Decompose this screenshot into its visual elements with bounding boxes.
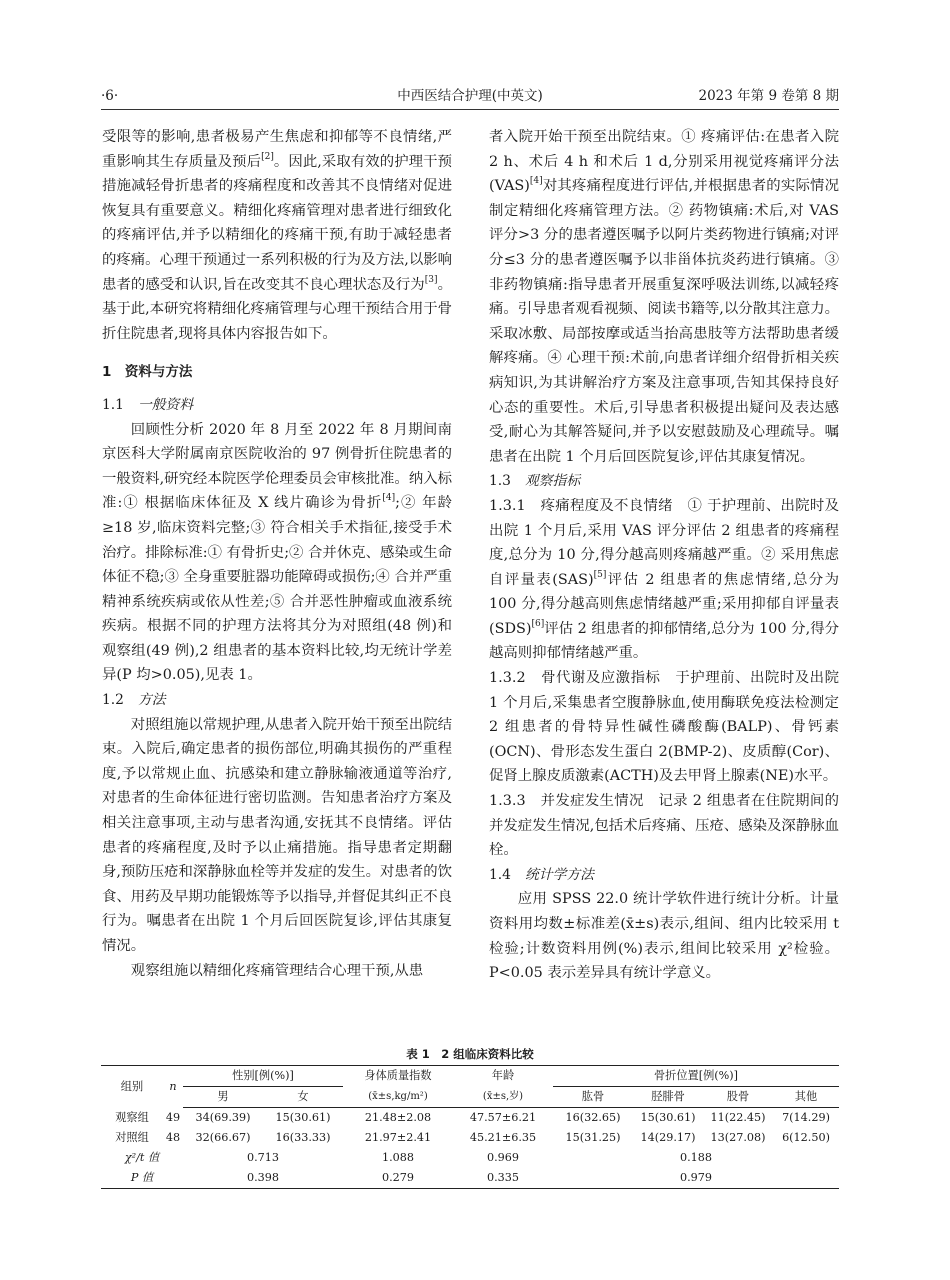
cell: 15(31.25) [565,1131,621,1144]
cell: 0.979 [553,1168,839,1189]
paragraph: 观察组施以精细化疼痛管理结合心理干预,从患 [130,962,424,979]
col-header-bmi-unit: (x̄±s,kg/m²) [343,1087,453,1108]
cell: 0.969 [486,1151,520,1164]
citation[interactable]: [6] [531,618,545,629]
cell: 45.21±6.35 [469,1131,537,1144]
section-heading: 1 资料与方法 [102,364,193,381]
paragraph: 1.3.3 并发症发生情况 记录 2 组患者在住院期间的并发症发生情况,包括术后疼痛、压疮、感染及深静脉血栓。 [489,793,839,859]
cell: χ²/t 值 [124,1151,160,1164]
paragraph: 回顾性分析 2020 年 8 月至 2022 年 8 月期间南京医科大学附属南京医院收治的 97 例骨折住院患者的一般资料,研究经本院医学伦理委员会审核批准。纳入标准:① 根据临床体征及 X 线片确诊为骨折[4];② 年龄≥18 岁,临床资料完整;③ 符合相关手术指征,接受手术治疗。排除标准:① 有骨折史;② 合并休克、感染或生命体征不稳;③ 全身重要脏器功能障碍或损伤;④ 合并严重精神系统疾病或依从性差;⑤ 合并恶性肿瘤或血液系统疾病。根据不同的护理方法将其分为对照组(48 例)和观察组(49 例),2 组患者的基本资料比较,均无统计学差异(P 均>0.05),见表 1。 [102,421,452,684]
cell: P 值 [101,1168,183,1189]
citation[interactable]: [4] [529,176,543,187]
cell: 7(14.29) [782,1111,830,1124]
cell: 观察组 [115,1110,149,1124]
citation[interactable]: [4] [382,493,396,504]
table-row [101,1108,839,1129]
table-row [101,1148,839,1168]
issue-info: 2023 年第 9 卷第 8 期 [698,88,839,104]
col-header-other: 其他 [773,1087,839,1108]
cell: 48 [165,1131,181,1144]
paragraph: 1.3.1 疼痛程度及不良情绪 ① 于护理前、出院时及出院 1 个月后,采用 VAS 评分评估 2 组患者的疼痛程度,总分为 10 分,得分越高则疼痛越严重。② 采用焦虑自评量表(SAS)[5]评估 2 组患者的焦虑情绪,总分为 100 分,得分越高则焦虑情绪越严重;采用抑郁自评量表(SDS)[6]评估 2 组患者的抑郁情绪,总分为 100 分,得分越高则抑郁情绪越严重。 [489,497,839,662]
col-header-tibfib: 胫腓骨 [633,1087,703,1108]
paragraph: 受限等的影响,患者极易产生焦虑和抑郁等不良情绪,严重影响其生存质量及预后[2]。因此,采取有效的护理干预措施减轻骨折患者的疼痛程度和改善其不良情绪对促进恢复具有重要意义。精细化疼痛管理对患者进行细致化的疼痛评估,并予以精细化的疼痛干预,有助于减轻患者的疼痛。心理干预通过一系列积极的行为及方法,以影响患者的感受和认识,旨在改变其不良心理状态及行为[3]。基于此,本研究将精细化疼痛管理与心理干预结合用于骨折住院患者,现将具体内容报告如下。 [102,129,452,342]
cell: 16(33.33) [275,1131,331,1144]
table-row [101,1168,839,1189]
subsection-heading: 1.4 统计学方法 [489,866,594,883]
cell: 16(32.65) [565,1111,621,1124]
paragraph: 者入院开始干预至出院结束。① 疼痛评估:在患者入院 2 h、术后 4 h 和术后 1 d,分别采用视觉疼痛评分法(VAS)[4]对其疼痛程度进行评估,并根据患者的实际情况制定精细化疼痛管理方法。② 药物镇痛:术后,对 VAS 评分>3 分的患者遵医嘱予以阿片类药物进行镇痛;对评分≤3 分的患者遵医嘱予以非甾体抗炎药进行镇痛。③ 非药物镇痛:指导患者开展重复深呼吸法训练,以减轻疼痛。引导患者观看视频、阅读书籍等,以分散其注意力。采取冰敷、局部按摩或适当抬高患肢等方法帮助患者缓解疼痛。④ 心理干预:术前,向患者详细介绍骨折相关疾病知识,为其讲解治疗方案及注意事项,告知其保持良好心态的重要性。术后,引导患者积极提出疑问及表达感受,耐心为其解答疑问,并予以安慰鼓励及心理疏导。嘱患者在出院 1 个月后回医院复诊,评估其康复情况。 [489,129,839,465]
col-header-humerus: 肱骨 [553,1087,633,1108]
cell: 对照组 [115,1131,149,1144]
cell: 6(12.50) [782,1131,830,1144]
clinical-data-table [101,1065,839,1189]
col-header-femur: 股骨 [703,1087,773,1108]
col-header-male: 男 [183,1087,263,1108]
cell: 1.088 [381,1151,415,1164]
paragraph: 对照组施以常规护理,从患者入院开始干预至出院结束。入院后,确定患者的损伤部位,明确其损伤的严重程度,予以常规止血、抗感染和建立静脉输液通道等治疗,对患者的生命体征进行密切监测。告知患者治疗方案及相关注意事项,主动与患者沟通,安抚其不良情绪。评估患者的疼痛程度,及时予以止痛措施。指导患者定期翻身,预防压疮和深静脉血栓等并发症的发生。对患者的饮食、用药及早期功能锻炼等予以指导,并督促其纠正不良行为。嘱患者在出院 1 个月后回医院复诊,评估其康复情况。 [102,716,452,954]
cell: 11(22.45) [710,1111,766,1124]
col-header-bmi: 身体质量指数 [343,1066,453,1087]
subsection-heading: 1.2 方法 [102,692,166,709]
right-column [489,125,839,986]
left-column [102,125,452,983]
col-header-female: 女 [263,1087,343,1108]
cell: 32(66.67) [195,1131,251,1144]
cell: 0.335 [453,1168,553,1189]
table-title: 表 1 2 组临床资料比较 [406,1047,534,1061]
subsection-heading: 1.3 观察指标 [489,473,581,490]
subsection-heading: 1.1 一般资料 [102,396,194,413]
cell: 0.279 [343,1168,453,1189]
cell: 0.398 [183,1168,343,1189]
paragraph: 1.3.2 骨代谢及应激指标 于护理前、出院时及出院 1 个月后,采集患者空腹静脉血,使用酶联免疫法检测定 2 组患者的骨特异性碱性磷酸酶(BALP)、骨钙素(OCN)、骨形态发生蛋白 2(BMP-2)、皮质醇(Cor)、促肾上腺皮质激素(ACTH)及去甲肾上腺素(NE)水平。 [489,670,839,785]
cell: 13(27.08) [710,1131,766,1144]
cell: 47.57±6.21 [469,1111,537,1124]
col-header-age-unit: (x̄±s,岁) [453,1087,553,1108]
cell: 0.188 [679,1151,713,1164]
paragraph: 应用 SPSS 22.0 统计学软件进行统计分析。计量资料用均数±标准差(x̄±s)表示,组间、组内比较采用 t 检验;计数资料用例(%)表示,组间比较采用 χ²检验。P<0.05 表示差异具有统计学意义。 [489,891,839,982]
cell: 49 [165,1110,181,1124]
cell: 21.97±2.41 [364,1131,432,1144]
header-rule [101,109,839,110]
cell: 0.713 [246,1151,280,1164]
cell: 21.48±2.08 [364,1111,432,1124]
col-header-sex: 性别[例(%)] [183,1066,343,1087]
running-header [101,86,839,106]
table-1 [101,1043,839,1189]
col-header-site: 骨折位置[例(%)] [553,1066,839,1087]
citation[interactable]: [5] [593,569,607,580]
table-row [101,1128,839,1148]
cell: 34(69.39) [195,1111,251,1124]
cell: 14(29.17) [640,1131,696,1144]
cell: 15(30.61) [640,1111,696,1124]
citation[interactable]: [3] [424,274,438,285]
citation[interactable]: [2] [261,151,274,162]
journal-title: 中西医结合护理(中英文) [397,88,543,104]
col-header-n: n [163,1066,183,1108]
col-header-group: 组别 [101,1066,163,1108]
col-header-age: 年龄 [453,1066,553,1087]
cell: 15(30.61) [275,1111,331,1124]
page-number: ·6· [101,88,119,104]
